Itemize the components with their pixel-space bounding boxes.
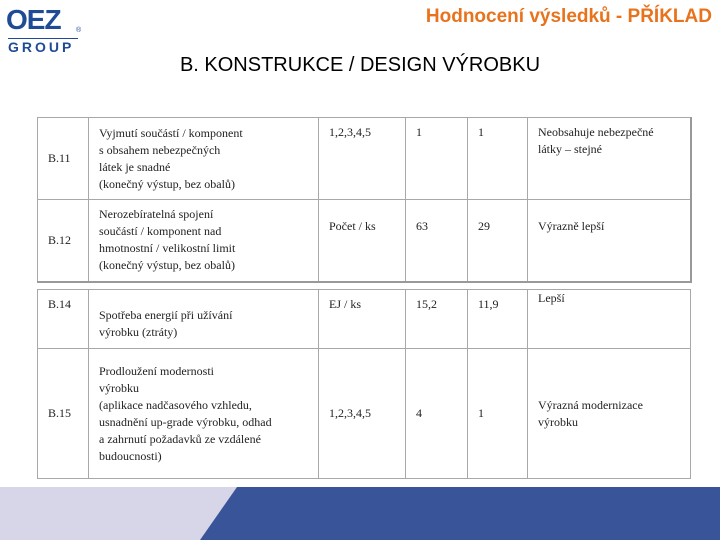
desc-line: výrobku [99,380,139,395]
code-cell: B.14 [38,290,89,349]
result-line: Výrazná modernizace [538,397,643,412]
desc-line: součástí / komponent nad [99,224,222,239]
desc-line: (aplikace nadčasového vzhledu, [99,397,252,412]
value1-cell: 63 [406,200,468,282]
desc-line: budoucnosti) [99,448,162,463]
logo-subtext: GROUP [8,39,75,55]
desc-line: usnadnění up-grade výrobku, odhad [99,414,272,429]
value2-cell: 29 [468,200,528,282]
desc-line: látek je snadné [99,159,171,174]
footer-band-dark [200,487,720,540]
unit-cell: 1,2,3,4,5 [319,349,406,479]
logo-registered: ® [76,27,82,34]
result-cell [528,200,691,282]
logo-text: OEZ [6,4,61,35]
unit-cell: EJ / ks [319,290,406,349]
value1-cell: 4 [406,349,468,479]
desc-line: (konečný výstup, bez obalů) [99,176,235,191]
desc-line: Vyjmutí součástí / komponent [99,125,243,140]
code-cell: B.12 [38,200,89,282]
result-line: výrobku [538,414,578,429]
desc-line: Prodloužení modernosti [99,363,214,378]
table-top [37,117,692,283]
desc-line: (konečný výstup, bez obalů) [99,258,235,273]
section-title [0,54,720,77]
desc-line: výrobku (ztráty) [99,325,178,339]
value1-cell: 15,2 [406,290,468,349]
desc-line: s obsahem nebezpečných [99,142,221,157]
oez-logo [6,5,86,53]
result-line: Výrazně lepší [538,219,605,233]
desc-line: Nerozebíratelná spojení [99,207,214,222]
desc-cell [89,349,319,479]
result-line: Lepší [538,291,565,305]
section-title-text: B. KONSTRUKCE / DESIGN VÝROBKU [179,54,541,76]
unit-cell: 1,2,3,4,5 [319,118,406,200]
result-line: látky – stejné [538,142,602,156]
table-bottom [37,289,691,479]
table-row [38,290,691,349]
desc-cell [89,118,319,200]
desc-line: Spotřeba energií při užívání [99,308,233,322]
unit-cell: Počet / ks [319,200,406,282]
table-row [38,200,691,282]
footer-band [0,487,720,540]
value2-cell: 11,9 [468,290,528,349]
desc-line: a zahrnutí požadavků ze vzdálené [99,431,261,446]
table-row [38,118,691,200]
result-cell [528,290,691,349]
desc-cell [89,200,319,282]
table-row [38,349,691,479]
value1-cell: 1 [406,118,468,200]
desc-line: hmotnostní / velikostní limit [99,241,236,256]
code-cell: B.15 [38,349,89,479]
result-cell [528,349,691,479]
header-title: Hodnocení výsledků - PŘÍKLAD [425,6,712,27]
desc-cell [89,290,319,349]
value2-cell: 1 [468,118,528,200]
result-line: Neobsahuje nebezpečné [538,125,654,139]
value2-cell: 1 [468,349,528,479]
code-cell: B.11 [38,118,89,200]
result-cell [528,118,691,200]
